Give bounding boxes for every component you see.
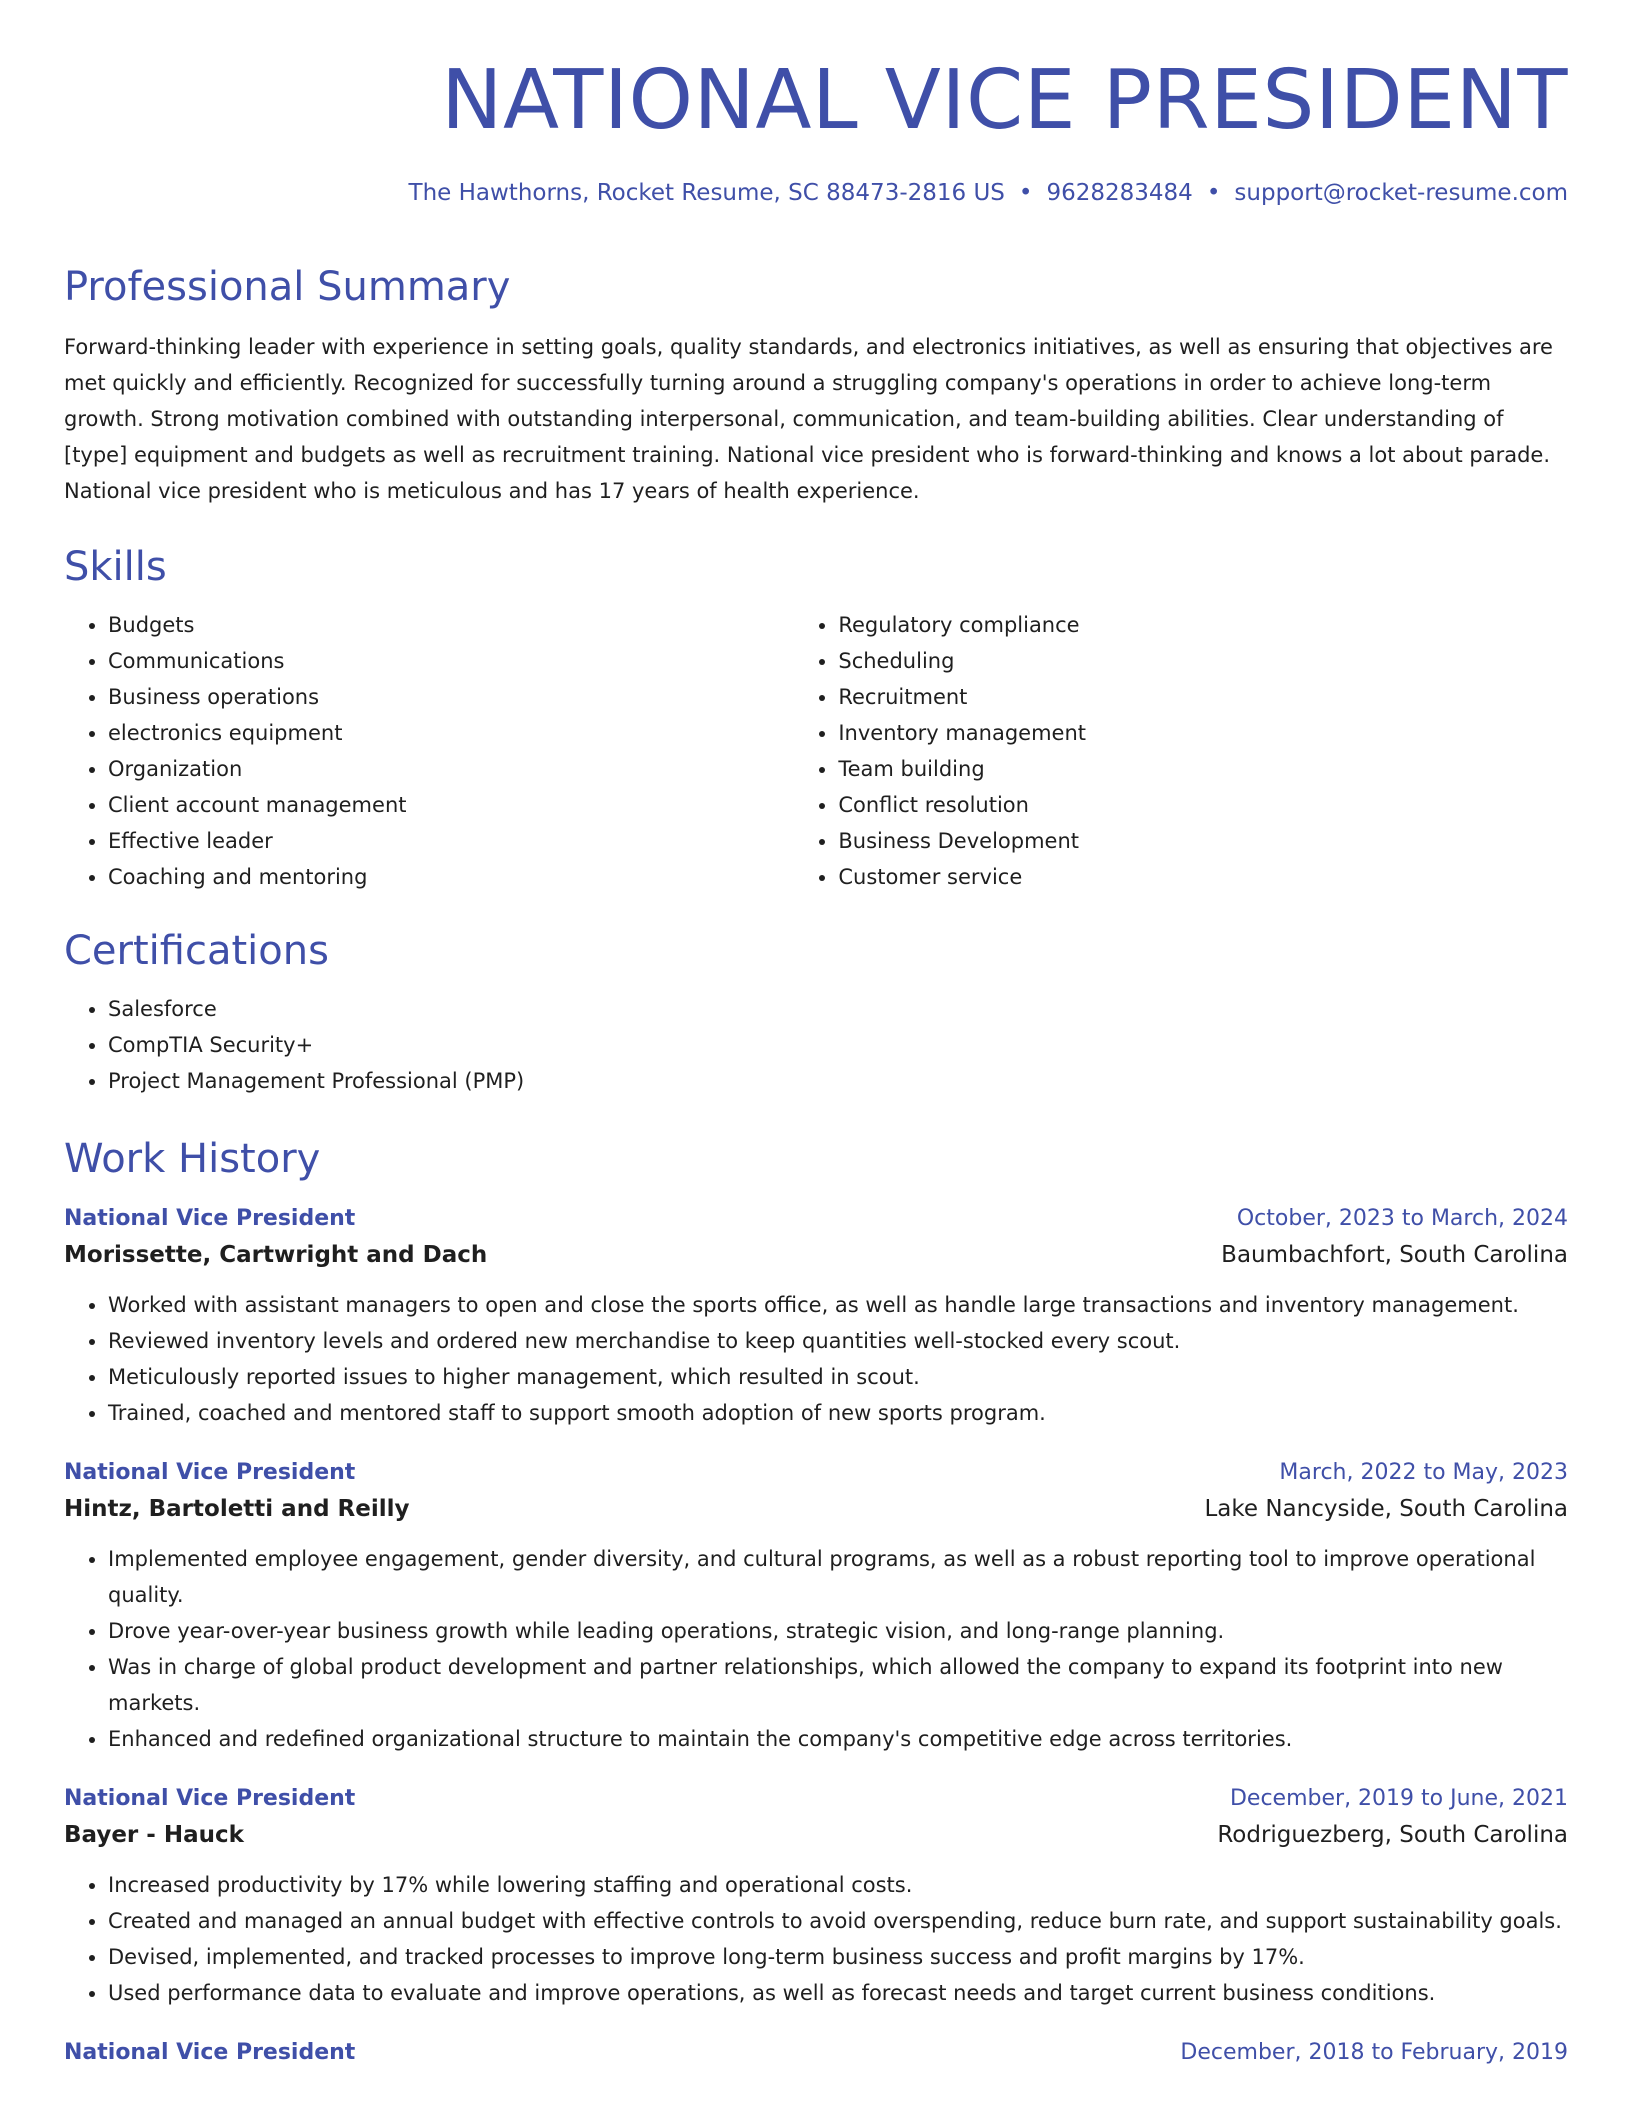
skills-list-left — [64, 607, 794, 895]
job-bullet: • Drove year-over-year business growth while leading operations, strategic vision, and long-range planning. — [108, 1613, 1568, 1649]
skills-list-right — [794, 607, 1568, 895]
contact-phone: 9628283484 — [1046, 180, 1193, 206]
job-title: National Vice President — [64, 1206, 356, 1231]
contact-separator: • — [1018, 180, 1033, 206]
job-employer-row — [64, 1237, 1568, 1273]
job-bullets — [64, 1287, 1568, 1431]
job-employer-row — [64, 1817, 1568, 1853]
contact-separator: • — [1206, 180, 1221, 206]
skills-heading: Skills — [64, 544, 167, 590]
job-bullet: • Reviewed inventory levels and ordered new merchandise to keep quantities well-stocked every scout. — [108, 1323, 1568, 1359]
job-entry — [64, 1781, 1568, 2011]
skill-item: • Inventory management — [838, 715, 1568, 751]
skills-columns — [64, 607, 1568, 895]
job-company: Hintz, Bartoletti and Reilly — [64, 1496, 410, 1522]
job-dates: October, 2023 to March, 2024 — [1236, 1206, 1568, 1231]
certification-item: • Salesforce — [108, 991, 1568, 1027]
skill-item: • Regulatory compliance — [838, 607, 1568, 643]
contact-line — [64, 182, 1568, 205]
certifications-heading: Certifications — [64, 928, 329, 974]
skill-item: • Client account management — [108, 787, 794, 823]
job-bullets — [64, 1867, 1568, 2011]
skill-item: • Recruitment — [838, 679, 1568, 715]
job-title: National Vice President — [64, 2040, 356, 2065]
job-location: Rodriguezberg, South Carolina — [1217, 1822, 1568, 1848]
job-bullet: • Used performance data to evaluate and improve operations, as well as forecast needs and target current business conditions. — [108, 1975, 1568, 2011]
job-company: Morissette, Cartwright and Dach — [64, 1242, 488, 1268]
summary-heading: Professional Summary — [64, 264, 511, 310]
skill-item: • Organization — [108, 751, 794, 787]
certification-item: • Project Management Professional (PMP) — [108, 1063, 1568, 1099]
contact-address: The Hawthorns, Rocket Resume, SC 88473-2816 US — [408, 180, 1005, 206]
skill-item: • Conflict resolution — [838, 787, 1568, 823]
skill-item: • Business Development — [838, 823, 1568, 859]
skill-item: • Effective leader — [108, 823, 794, 859]
job-bullet: • Enhanced and redefined organizational structure to maintain the company's competitive edge across territories. — [108, 1721, 1568, 1757]
job-bullet: • Trained, coached and mentored staff to support smooth adoption of new sports program. — [108, 1395, 1568, 1431]
job-bullet: • Implemented employee engagement, gender diversity, and cultural programs, as well as a robust reporting tool to improve operational quality. — [108, 1541, 1568, 1613]
job-dates: March, 2022 to May, 2023 — [1279, 1460, 1568, 1485]
job-bullet: • Devised, implemented, and tracked processes to improve long-term business success and profit margins by 17%. — [108, 1939, 1568, 1975]
skill-item: • electronics equipment — [108, 715, 794, 751]
job-location: Lake Nancyside, South Carolina — [1204, 1496, 1568, 1522]
job-entry — [64, 1201, 1568, 1431]
skill-item: • Budgets — [108, 607, 794, 643]
certification-item: • CompTIA Security+ — [108, 1027, 1568, 1063]
job-location: Baumbachfort, South Carolina — [1221, 1242, 1568, 1268]
job-bullet: • Increased productivity by 17% while lowering staffing and operational costs. — [108, 1867, 1568, 1903]
job-bullet: • Was in charge of global product development and partner relationships, which allowed the company to expand its footprint into new markets. — [108, 1649, 1568, 1721]
skill-item: • Customer service — [838, 859, 1568, 895]
skill-item: • Business operations — [108, 679, 794, 715]
job-company: Bayer - Hauck — [64, 1822, 244, 1848]
job-header-row — [64, 1201, 1568, 1237]
skill-item: • Scheduling — [838, 643, 1568, 679]
job-bullet: • Created and managed an annual budget with effective controls to avoid overspending, reduce burn rate, and support sustainability goals. — [108, 1903, 1568, 1939]
job-header-row — [64, 2035, 1568, 2071]
certifications-list — [64, 991, 1568, 1099]
skill-item: • Communications — [108, 643, 794, 679]
job-title: National Vice President — [64, 1786, 356, 1811]
skill-item: • Coaching and mentoring — [108, 859, 794, 895]
job-header-row — [64, 1455, 1568, 1491]
job-bullets — [64, 1541, 1568, 1757]
resume-name: NATIONAL VICE PRESIDENT — [441, 53, 1568, 148]
job-dates: December, 2018 to February, 2019 — [1180, 2040, 1568, 2065]
job-bullet: • Worked with assistant managers to open and close the sports office, as well as handle large transactions and inventory management. — [108, 1287, 1568, 1323]
summary-text: Forward-thinking leader with experience in setting goals, quality standards, and electronics initiatives, as well as ensuring that objectives are met quickly and efficiently. Recognized for successfully turning around a struggling company's operations in order to achieve long-term growth. Strong motivation combined with outstanding interpersonal, communication, and team-building abilities. Clear understanding of [type] equipment and budgets as well as recruitment training. National vice president who is forward-thinking and knows a lot about parade. National vice president who is meticulous and has 17 years of health experience. — [64, 335, 1553, 503]
job-bullet: • Meticulously reported issues to higher management, which resulted in scout. — [108, 1359, 1568, 1395]
contact-email[interactable]: support@rocket-resume.com — [1234, 180, 1568, 206]
job-dates: December, 2019 to June, 2021 — [1229, 1786, 1568, 1811]
job-employer-row — [64, 1491, 1568, 1527]
job-entry — [64, 1455, 1568, 1757]
job-header-row — [64, 1781, 1568, 1817]
job-title: National Vice President — [64, 1460, 356, 1485]
skill-item: • Team building — [838, 751, 1568, 787]
job-entry — [64, 2035, 1568, 2071]
work-history-heading: Work History — [64, 1136, 321, 1182]
